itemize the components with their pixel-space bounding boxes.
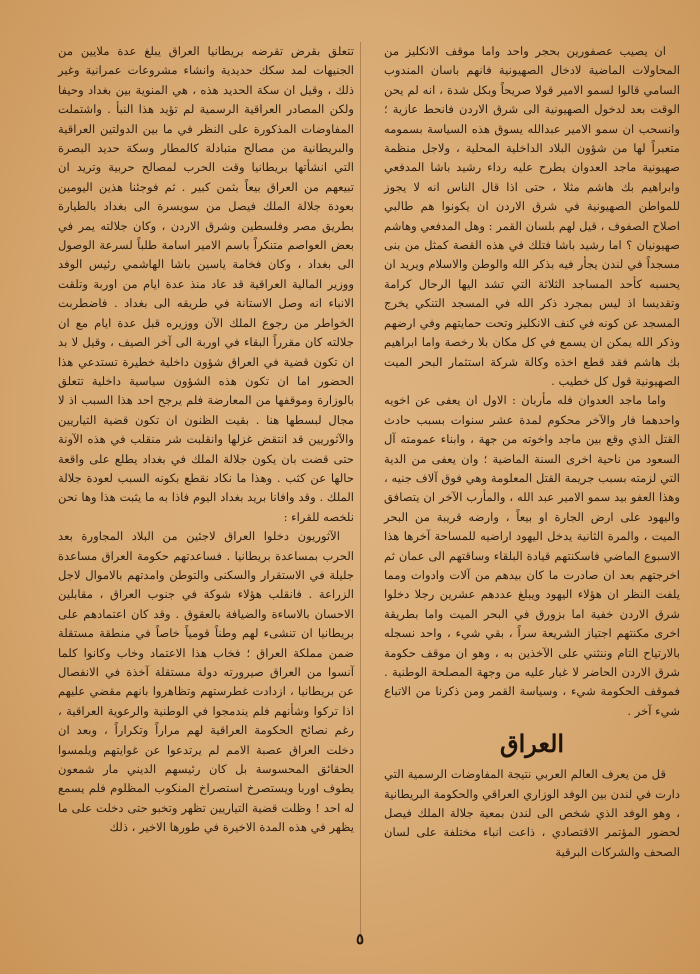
left-paragraph-1: تتعلق بقرض تقرضه بريطانيا العراق يبلغ عدة ملايين من الجنيهات لمد سكك حديدية وانشاء مشروعات عمرانية وغير ذلك ، وقيل ان سكة الحديد هذه ، هي المنوية بين بغداد وحيفا ولكن المصادر العراقية الرسمية لم تؤيد هذا النبأ . واشتملت المفاوضات المذكورة على النظر في ما بين الدولتين العراقية والبريطانية من مصالح متبادلة كالمطار وسكة حديد البصرة التي انشأتها بريطانيا وقت الحرب لمصالح حربية وتريد ان تبيعهم من العراق بيعاً بثمن كبير . ثم فوجئنا هذين اليومين بعودة جلالة الملك فيصل من سويسرة الى بغداد بالطيارة بطريق مصر وفلسطين وشرق الاردن ، وكان جلالته يمر في بعض العواصم متنكراً باسم الامير اسامة طلباً لسرعة الوصول الى بغداد ، وكان فخامة ياسين باشا الهاشمي رئيس الوفد ووزير المالية العراقية قد عاد منذ عدة ايام من اوربة وتلقت الانباء انه وصل الاستانة في طريقه الى بغداد . فاضطربت الخواطر من رجوع الملك الآن ووزيره قبل عدة ايام مع ان جلالته كان مقرراً البقاء في اوربة الى آخر الصيف ، وقيل لا بد ان تكون قضية في العراق شؤون داخلية خطيرة تستدعي هذا الحضور اما ان تكون هذه الشؤون سياسية داخلية تتعلق بالوزارة وموقفها من المعارضة فلم يرجح احد هذا السبب اذ لا مجال لبسطها هنا . بقيت الظنون ان تكون قضية التياريين والآثوريين قد انتقض غزلها وانقلبت شر منقلب في هذه الآونة حتى قضت بان يكون جلالة الملك في بغداد يطلع على واقعة حالها عن كثب . وهذا ما نكاد نقطع بكونه السبب لعودة جلالة الملك . وقد وافانا بريد بغداد اليوم فاذا به ما يثبت هذا وها نحن نلخصه للقراء :: [58, 44, 354, 524]
right-paragraph-1: ان يصيب عصفورين بحجر واحد واما موقف الانكليز من المحاولات الماضية لادخال الصهيونية فانهم باسان المندوب السامي قالوا لسمو الامير قولا صريحاً وبكل شدة ، انه لم يحن الوقت بعد لدخول الصهيونية الى شرق الاردن فانحط عازية ؛ وانسحب ان سمو الامير عبدالله يسوق هذه السياسة بسمومه متعبراً لها من شؤون البلاد الداخلية المحلية ، ولاجل منظمة صهيونية ماجد العدوان يطرح عليه رداء رشيد باشا المدفعي وابراهيم بك هاشم مثلا ، حتى اذا قال الناس انه لا يجوز للمواطن الصهيونية في شرق الاردن ان يكونوا هم طالبي اصلاح الصفوف ، قيل لهم بلسان القمر : وهل المدفعي وهاشم صهيونيان ؟ اما رشيد باشا فتلك في هذه القصة كمثل من بنى مسجداً في لندن يجأر فيه بذكر الله والوطن والاسلام ويريد ان يحسبه كأحد المساجد الثلاثة التي تشد اليها الرحال كرامة وتقديسا اذ ليس بمجرد ذكر الله في المسجد التنكي يخرج المسجد عن كونه في كنف الانكليز وتحت حمايتهم وفي ارضهم وذكر الله يمكن ان يسمع في كل مكان بلا رخصة واما ابراهيم بك هاشم فقد قطع اخذه وكالة شركة استثمار البحر الميت الصهيونية قول كل خطيب .: [384, 44, 680, 388]
left-column: [58, 42, 354, 838]
page-number: ٥: [355, 930, 365, 948]
right-paragraph-3: قل من يعرف العالم العربي نتيجة المفاوضات الرسمية التي دارت في لندن بين الوفد الوزاري العراقي والحكومة البريطانية ، وهو الوفد الذي شخص الى لندن بمعية جلالة الملك فيصل لحضور المؤتمر الاقتصادي ، ذاعت انباء مختلفة على لسان الصحف والشركات البرقية: [384, 767, 680, 859]
right-paragraph-2: واما ماجد العدوان فله مأربان : الاول ان يعفى عن اخويه واحدهما فار والآخر محكوم لمدة عشر سنوات بسبب حادث القتل الذي وقع بين ماجد واخوته من جهة ، وابناء عمومته آل السعود من ناحية اخرى السنة الماضية ؛ وان يعفى من الدية التي لزمته بسبب جريمة القتل المعلومة وهي فوق آلاف جنيه ، وهذا العفو بيد سمو الامير عبد الله ، والمأرب الآخر ان يتصافق واليهود على ارض الجارة او بيعاً ، وارضه قريبة من البحر الميت ، والمرة الثانية يدخل اليهود اراضيه للمساحة آخرها هذا الاسبوع الماضي فاسكنتهم قيادة البلقاء وساقتهم الى عمان ثم اخرجتهم بعد ان صادرت ما كان بيدهم من آلات وادوات ومما يلفت النظر ان هؤلاء اليهود ويبلغ عددهم عشرين رجلا دخلوا شرق الاردن خفية اما بزورق في البحر الميت واما بطريقة اخرى مكنتهم اجتياز الشريعة سراً ، بقي شيء ، واحد نسجله بالارتياح التام وننثني على الآخذين به ، وهو ان موقف حكومة شرق الاردن الحاضر لا غبار عليه من وجهة المصلحة الوطنية . فموقف الحكومة شيء ، وسياسة القمر ومن ذكرنا من الاتباع شيء آخر .: [384, 393, 680, 718]
column-divider: [360, 42, 361, 942]
right-column: [384, 42, 680, 862]
left-paragraph-2: الآثوريون دخلوا العراق لاجئين من البلاد المجاورة بعد الحرب بمساعدة بريطانيا . فساعدتهم حكومة العراق مساعدة جليلة في الاستقرار والسكنى والتوطن وامدتهم بالاموال لاجل الزراعة . فانقلب هؤلاء شوكة في جنوب العراق ، مقابلين الاحسان بالاساءة والضيافة بالعقوق . وقد كان اعتمادهم على بريطانيا ان تنشىء لهم وطناً قومياً خاصاً في منطقة مستقلة ضمن مملكة العراق ؛ فخاب هذا الاعتماد وخاب وكانوا كلما آنسوا من العراق صيرورته دولة مستقلة آخذة في الانفصال عن بريطانيا ، ازدادت غطرستهم وتظاهروا بانهم مقضي عليهم اذا تركوا وشأنهم فلم يندمجوا في الوطنية والرعوية العراقية ، رغم نصائح الحكومة العراقية لهم مراراً وتكراراً ، وبعد ان دخلت العراق عصبة الامم لم يرتدعوا عن غوايتهم ويلمسوا الحقائق المحسوسة بل كان رئيسهم الديني مار شمعون يطوف اوربا ويستصرخ استصراخ المنكوب المظلوم فلم يسمع له احد ! وظلت قضية التياريين تظهر وتخبو حتى دخلت على ما يظهر في هذه المدة الاخيرة في طورها الاخير ، ذلك: [58, 529, 354, 835]
section-heading-iraq: العراق: [499, 729, 565, 759]
